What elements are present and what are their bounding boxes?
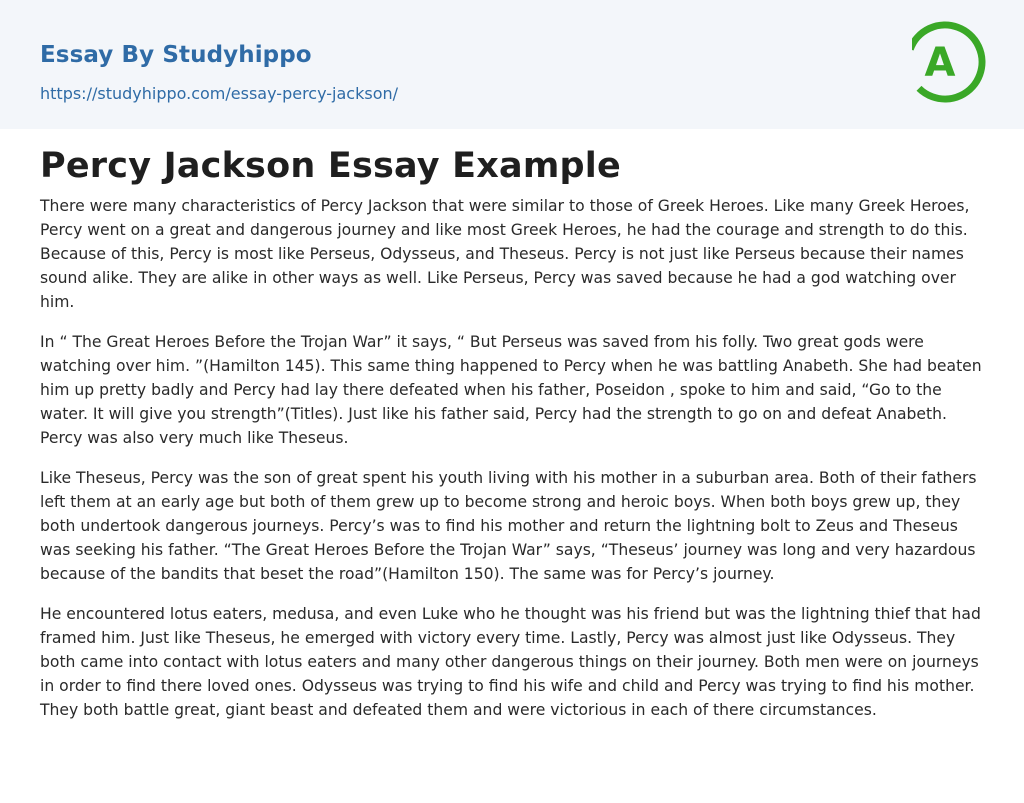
essay-url-link[interactable]: https://studyhippo.com/essay-percy-jackson/ <box>40 84 399 103</box>
site-header <box>0 0 1024 129</box>
studyhippo-logo[interactable] <box>912 19 986 105</box>
essay-body <box>40 194 990 738</box>
logo-a-icon <box>912 19 986 105</box>
site-brand[interactable]: Essay By Studyhippo <box>40 42 312 68</box>
paragraph: He encountered lotus eaters, medusa, and even Luke who he thought was his friend but was the lightning thief that had framed him. Just like Theseus, he emerged with victory every time. Lastly, Percy was almost just like Odysseus. They both came into contact with lotus eaters and many other dangerous things on their journey. Both men were on journeys in order to find there loved ones. Odysseus was trying to find his wife and child and Percy was trying to find his mother. They both battle great, giant beast and defeated them and were victorious in each of there circumstances. <box>40 605 981 719</box>
paragraph: There were many characteristics of Percy Jackson that were similar to those of Greek Heroes. Like many Greek Heroes, Percy went on a great and dangerous journey and like most Greek Heroes, he had the courage and strength to do this. Because of this, Percy is most like Perseus, Odysseus, and Theseus. Percy is not just like Perseus because their names sound alike. They are alike in other ways as well. Like Perseus, Percy was saved because he had a god watching over him. <box>40 197 970 311</box>
paragraph: Like Theseus, Percy was the son of great spent his youth living with his mother in a suburban area. Both of their fathers left them at an early age but both of them grew up to become strong and heroic boys. When both boys grew up, they both undertook dangerous journeys. Percy’s was to find his mother and return the lightning bolt to Zeus and Theseus was seeking his father. “The Great Heroes Before the Trojan War” says, “Theseus’ journey was long and very hazardous because of the bandits that beset the road”(Hamilton 150). The same was for Percy’s journey. <box>40 469 977 583</box>
paragraph: In “ The Great Heroes Before the Trojan War” it says, “ But Perseus was saved from his folly. Two great gods were watching over him. ”(Hamilton 145). This same thing happened to Percy when he was battling Anabeth. She had beaten him up pretty badly and Percy had lay there defeated when his father, Poseidon , spoke to him and said, “Go to the water. It will give you strength”(Titles). Just like his father said, Percy had the strength to go on and defeat Anabeth. Percy was also very much like Theseus. <box>40 333 982 447</box>
page-title: Percy Jackson Essay Example <box>40 146 621 186</box>
logo-letter: A <box>924 40 956 86</box>
